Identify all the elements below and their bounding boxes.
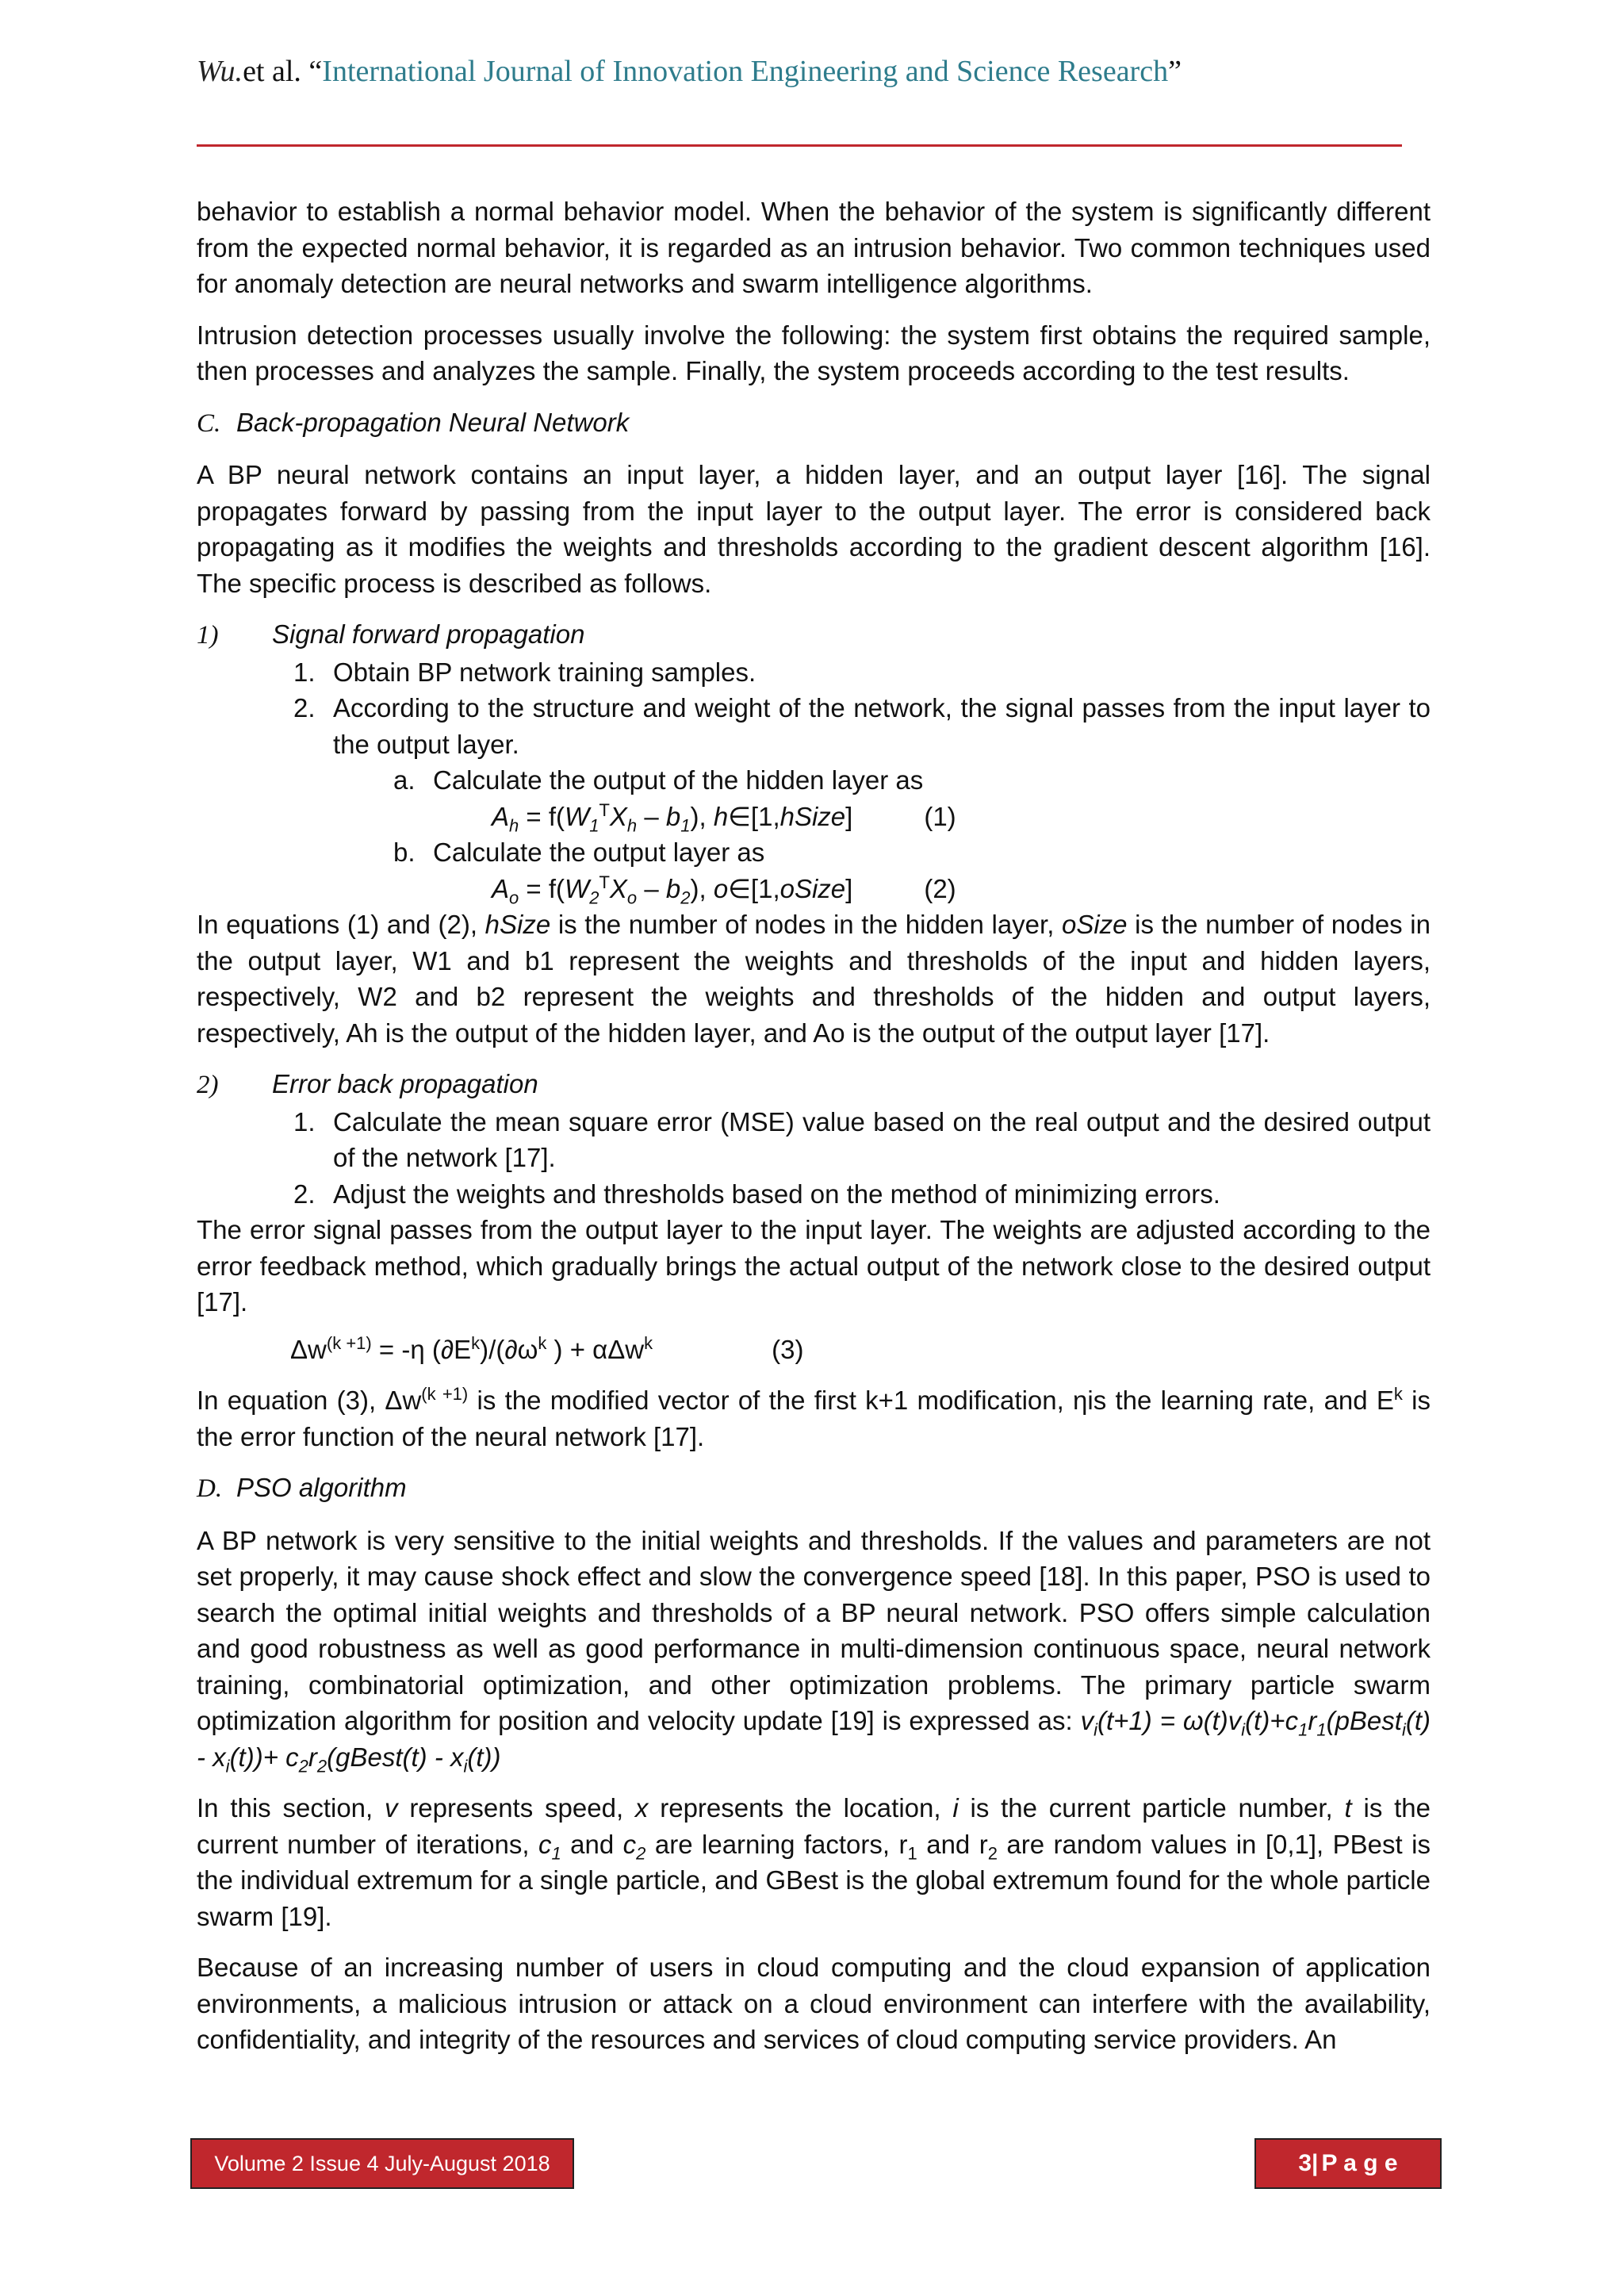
f-part: r — [1308, 1706, 1317, 1735]
list-item-text: Calculate the output layer as — [433, 838, 765, 867]
text-run: is the number of nodes in the hidden layer, — [550, 910, 1062, 939]
eq3-sup: k — [471, 1332, 481, 1353]
term: v — [385, 1793, 398, 1823]
eq2-x-sub: o — [626, 887, 638, 908]
eq1-minus: – — [637, 801, 666, 831]
eq1-end: ] — [845, 801, 853, 831]
eq3-sup: k — [538, 1332, 547, 1353]
paragraph-eq3-explanation — [197, 1382, 1431, 1455]
f-part: (t)+c — [1245, 1706, 1299, 1735]
eq1-close: ), — [690, 801, 714, 831]
eq3-lhs: Δw — [290, 1334, 327, 1364]
page-word: P a g e — [1321, 2150, 1398, 2176]
eq1-w-sup: T — [599, 799, 610, 820]
subsection-2-number: 2) — [197, 1071, 219, 1099]
term: x — [634, 1793, 649, 1823]
running-header — [197, 54, 1402, 117]
f-part: v — [1080, 1706, 1094, 1735]
subsection-1-title: Signal forward propagation — [272, 619, 585, 649]
section-c-heading — [197, 404, 1431, 443]
text-run: represents the location, — [648, 1793, 953, 1823]
section-d-letter: D. — [197, 1474, 223, 1503]
list-item-text: Obtain BP network training samples. — [333, 657, 756, 687]
list-item-alpha — [197, 762, 1431, 799]
eq2-minus: – — [637, 873, 666, 903]
paragraph-pso — [197, 1523, 1431, 1776]
subsection-1-heading — [197, 616, 1431, 654]
section-d-title: PSO algorithm — [236, 1473, 407, 1502]
eq2-size: oSize — [779, 873, 846, 903]
f-sub: i — [1094, 1719, 1097, 1740]
f-sub: i — [225, 1756, 230, 1777]
paragraph-cloud: Because of an increasing number of users in cloud computing and the cloud expansion of application environments, a malicious intrusion or attack on a cloud environment can interfere with the availability, confidentiality, and integrity of the resources and services of cloud computing service providers. An — [197, 1953, 1431, 2054]
list-item-alpha — [197, 834, 1431, 871]
f-part: r — [308, 1742, 317, 1772]
eq1-w: W — [565, 801, 590, 831]
text-sup: k — [1393, 1384, 1403, 1404]
eq3-sup: k — [644, 1332, 653, 1353]
text-run: is the error function of the neural network [17]. — [197, 1386, 1431, 1451]
eq2-b-sub: 2 — [680, 887, 691, 908]
equation-number: (2) — [924, 873, 956, 903]
subsection-2-title: Error back propagation — [272, 1069, 538, 1098]
eq2-close: ), — [690, 873, 714, 903]
eq1-w-sub: 1 — [589, 815, 599, 836]
header-journal-title: International Journal of Innovation Engineering and Science Research — [322, 55, 1169, 88]
term: c — [538, 1829, 552, 1859]
eq1-in: ∈[1, — [728, 801, 780, 831]
list-item-text: Calculate the mean square error (MSE) value based on the real output and the desired output of the network [17]. — [333, 1106, 1431, 1172]
term: t — [1344, 1793, 1352, 1823]
text-run: are learning factors, r — [645, 1829, 908, 1859]
footer-volume-box — [190, 2138, 574, 2189]
paragraph-eq-explanation — [197, 907, 1431, 1051]
f-sub: i — [1401, 1719, 1406, 1740]
eq1-size: hSize — [779, 801, 846, 831]
term: i — [952, 1793, 959, 1823]
term-hsize: hSize — [485, 910, 551, 939]
equation-1 — [197, 799, 1431, 835]
paragraph-intro: behavior to establish a normal behavior model. When the behavior of the system is significantly different from the expected normal behavior, it is regarded as an intrusion behavior. Two common techniques used for anomaly detection are neural networks and swarm intelligence algorithms. — [197, 197, 1431, 298]
section-d-heading — [197, 1470, 1431, 1508]
eq2-w: W — [565, 873, 590, 903]
page-separator: | — [1312, 2150, 1322, 2176]
subsection-2-heading — [197, 1066, 1431, 1104]
list-item-text: Adjust the weights and thresholds based on the method of minimizing errors. — [333, 1179, 1220, 1209]
eq3-part: = -η (∂E — [371, 1334, 472, 1364]
equation-number: (1) — [924, 801, 956, 831]
list-item-number: 2. — [293, 693, 316, 723]
list-item-letter: b. — [393, 838, 416, 867]
f-sub: 1 — [1298, 1719, 1308, 1740]
eq1-a-sub: h — [509, 815, 519, 836]
term: c — [622, 1829, 637, 1859]
text-run: are random values in [0,1], PBest is the individual extremum for a single particle, and GBest is the global extremum found for the whole particle swarm [19]. — [197, 1829, 1431, 1931]
f-sub: 2 — [298, 1756, 308, 1777]
eq1-a: A — [492, 801, 510, 831]
list-item-letter: a. — [393, 765, 416, 795]
f-sub: 2 — [316, 1756, 327, 1777]
section-c-letter: C. — [197, 408, 221, 438]
eq3-part: ) + αΔw — [546, 1334, 645, 1364]
page-number: 3 — [1298, 2150, 1312, 2176]
equation-number: (3) — [772, 1334, 804, 1364]
eq2-end: ] — [845, 873, 853, 903]
eq2-in: ∈[1, — [728, 873, 780, 903]
paragraph-bp-network: A BP neural network contains an input layer, a hidden layer, and an output layer [16]. The signal propagates forward by passing from the input layer to the output layer. The error is considered back propagating as it modifies the weights and thresholds according to the gradient descent algorithm [16]. The specific process is described as follows. — [197, 460, 1431, 598]
header-quote-open: “ — [301, 55, 323, 88]
eq1-var: h — [713, 801, 729, 831]
list-item — [197, 690, 1431, 762]
eq2-w-sup: T — [599, 872, 610, 892]
equation-2 — [197, 871, 1431, 907]
footer-volume: Volume 2 Issue 4 July-August 2018 — [214, 2152, 550, 2175]
paragraph-pso-explanation — [197, 1790, 1431, 1934]
eq2-a: A — [492, 873, 510, 903]
term-osize: oSize — [1061, 910, 1128, 939]
text-sup: (k +1) — [421, 1384, 469, 1404]
f-part: (t))+ c — [229, 1742, 299, 1772]
f-part: (t)) — [467, 1742, 501, 1772]
f-part: (t) - x — [197, 1706, 1431, 1772]
f-part: (gBest(t) - x — [327, 1742, 464, 1772]
header-etal: et al. — [243, 55, 301, 88]
page-body — [197, 194, 1431, 2058]
list-item-number: 2. — [293, 1179, 316, 1209]
f-sub: i — [463, 1756, 468, 1777]
f-sub: 1 — [1316, 1719, 1327, 1740]
f-sub: i — [1241, 1719, 1246, 1740]
term-sub: 2 — [987, 1843, 998, 1864]
list-item-number: 1. — [293, 657, 316, 687]
f-part: (pBest — [1326, 1706, 1402, 1735]
eq2-b: b — [665, 873, 681, 903]
text-run: is the current number of iterations, — [197, 1793, 1431, 1859]
footer-page-box — [1254, 2138, 1442, 2189]
term-sub: 1 — [907, 1843, 917, 1864]
eq3-part: )/(∂ω — [480, 1334, 538, 1364]
eq2-w-sub: 2 — [589, 887, 599, 908]
eq1-b: b — [665, 801, 681, 831]
equation-3 — [197, 1332, 1431, 1368]
text-run: A BP network is very sensitive to the initial weights and thresholds. If the values and parameters are not set properly, it may cause shock effect and slow the convergence speed [18]. In this paper, PSO is used to search the optimal initial weights and thresholds of a BP neural network. PSO offers simple calculation and good robustness as well as good performance in multi-dimension continuous space, neural network training, combinatorial optimization, and other optimization problems. The primary particle swarm optimization algorithm for position and velocity update [19] is expressed as: — [197, 1525, 1431, 1735]
eq1-b-sub: 1 — [680, 815, 691, 836]
section-c-title: Back-propagation Neural Network — [236, 407, 630, 437]
subsection-1-number: 1) — [197, 621, 219, 650]
list-item — [197, 1176, 1431, 1213]
list-item — [197, 654, 1431, 691]
eq2-a-sub: o — [509, 887, 519, 908]
f-part: (t+1) = ω(t)v — [1097, 1706, 1242, 1735]
eq2-open: = f( — [519, 873, 565, 903]
text-run: is the modified vector of the first k+1 modification, ηis the learning rate, and E — [468, 1386, 1394, 1415]
header-rule — [197, 144, 1402, 147]
text-run: and r — [917, 1829, 988, 1859]
text-run: In this section, — [197, 1793, 385, 1823]
list-item-number: 1. — [293, 1106, 316, 1137]
paragraph-intrusion-process: Intrusion detection processes usually involve the following: the system first obtains the required sample, then processes and analyzes the sample. Finally, the system proceeds according to the test results. — [197, 320, 1431, 385]
eq2-x: X — [609, 873, 627, 903]
eq2-var: o — [713, 873, 729, 903]
list-item-text: According to the structure and weight of the network, the signal passes from the input layer to the output layer. — [333, 693, 1431, 759]
list-item-text: Calculate the output of the hidden layer as — [433, 765, 924, 795]
paragraph-error-signal: The error signal passes from the output layer to the input layer. The weights are adjusted according to the error feedback method, which gradually brings the actual output of the network close to the desired output [17]. — [197, 1215, 1431, 1317]
text-run: In equation (3), Δw — [197, 1386, 422, 1415]
list-item — [197, 1104, 1431, 1176]
text-run: is the current particle number, — [958, 1793, 1345, 1823]
eq3-lhs-sup: (k +1) — [326, 1332, 372, 1353]
term-sub: 1 — [551, 1843, 561, 1864]
text-run: and — [561, 1829, 623, 1859]
text-run: is the number of nodes in the output layer, W1 and b1 represent the weights and thresholds of the input and hidden layers, respectively, W2 and b2 represent the weights and thresholds of the hidden and output layers, respectively, Ah is the output of the hidden layer, and Ao is the output of the output layer [17]. — [197, 910, 1431, 1048]
eq1-x: X — [609, 801, 627, 831]
eq1-x-sub: h — [626, 815, 638, 836]
header-quote-close: ” — [1168, 55, 1182, 88]
term-sub: 2 — [636, 1843, 646, 1864]
text-run: represents speed, — [397, 1793, 635, 1823]
eq1-open: = f( — [519, 801, 565, 831]
header-author: Wu. — [197, 55, 243, 88]
text-run: In equations (1) and (2), — [197, 910, 485, 939]
